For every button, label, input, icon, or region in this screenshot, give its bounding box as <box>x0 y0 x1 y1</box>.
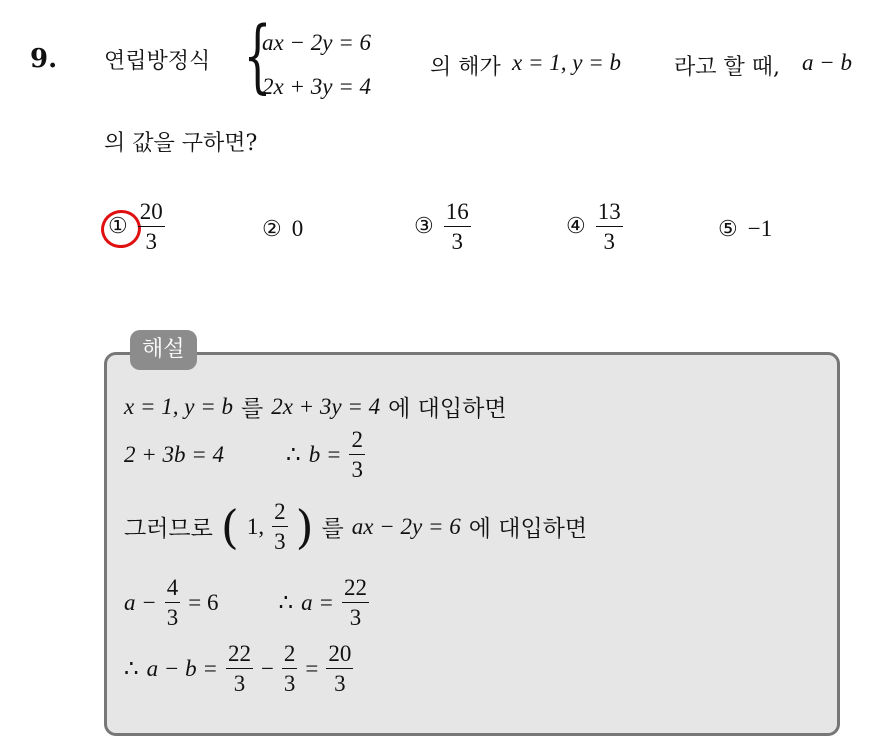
solution-line-4: a − $\frac{4}{3}$ = 6 ∴ a = $\frac{22}{3}$ <box>124 575 367 630</box>
choice-1-fraction: $\frac{20}{3}$ <box>139 199 163 254</box>
solution-line-3: 그러므로 ( 1, $\frac{2}{3}$ ) 를 ax − 2y = 6 에 대입하면 <box>124 499 588 554</box>
question-lead: 연립방정식 <box>104 49 211 74</box>
choice-4-mark: ④ <box>566 214 586 239</box>
solution-tag: 해설 <box>130 330 197 370</box>
question-tail2: 라고 할 때, <box>674 55 780 80</box>
choice-3-mark: ③ <box>414 214 434 239</box>
question-tail: 의 해가 <box>430 55 501 80</box>
choice-1-mark: ① <box>108 214 128 239</box>
equation-2: 2x + 3y = 4 <box>262 74 371 99</box>
choice-4[interactable] <box>566 200 623 253</box>
choice-1[interactable] <box>108 200 165 253</box>
question-line2: 의 값을 구하면? <box>104 131 258 156</box>
choice-3-fraction: $\frac{16}{3}$ <box>445 199 469 254</box>
solution-line-1: x = 1, y = b 를 2x + 3y = 4 에 대입하면 <box>124 393 507 422</box>
question-number: 9. <box>30 44 58 74</box>
solution-line-2: 2 + 3b = 4 ∴ b = $\frac{2}{3}$ <box>124 427 363 482</box>
question-condition: x = 1, y = b <box>512 50 621 75</box>
solution-line-5: ∴ a − b = $\frac{22}{3}$ − $\frac{2}{3}$ = $\frac{20}{3}$ <box>124 641 352 696</box>
choice-5-value: −1 <box>747 216 773 241</box>
choice-4-fraction: $\frac{13}{3}$ <box>597 199 621 254</box>
equation-1: ax − 2y = 6 <box>262 30 371 55</box>
choice-5[interactable] <box>718 216 772 242</box>
question-expression: a − b <box>802 50 853 75</box>
choice-2-mark: ② <box>262 216 282 242</box>
choice-5-mark: ⑤ <box>718 216 738 242</box>
choice-2-value: 0 <box>291 216 304 241</box>
choice-3[interactable] <box>414 200 471 253</box>
system-brace: { <box>243 9 272 102</box>
choice-2[interactable] <box>262 216 303 242</box>
